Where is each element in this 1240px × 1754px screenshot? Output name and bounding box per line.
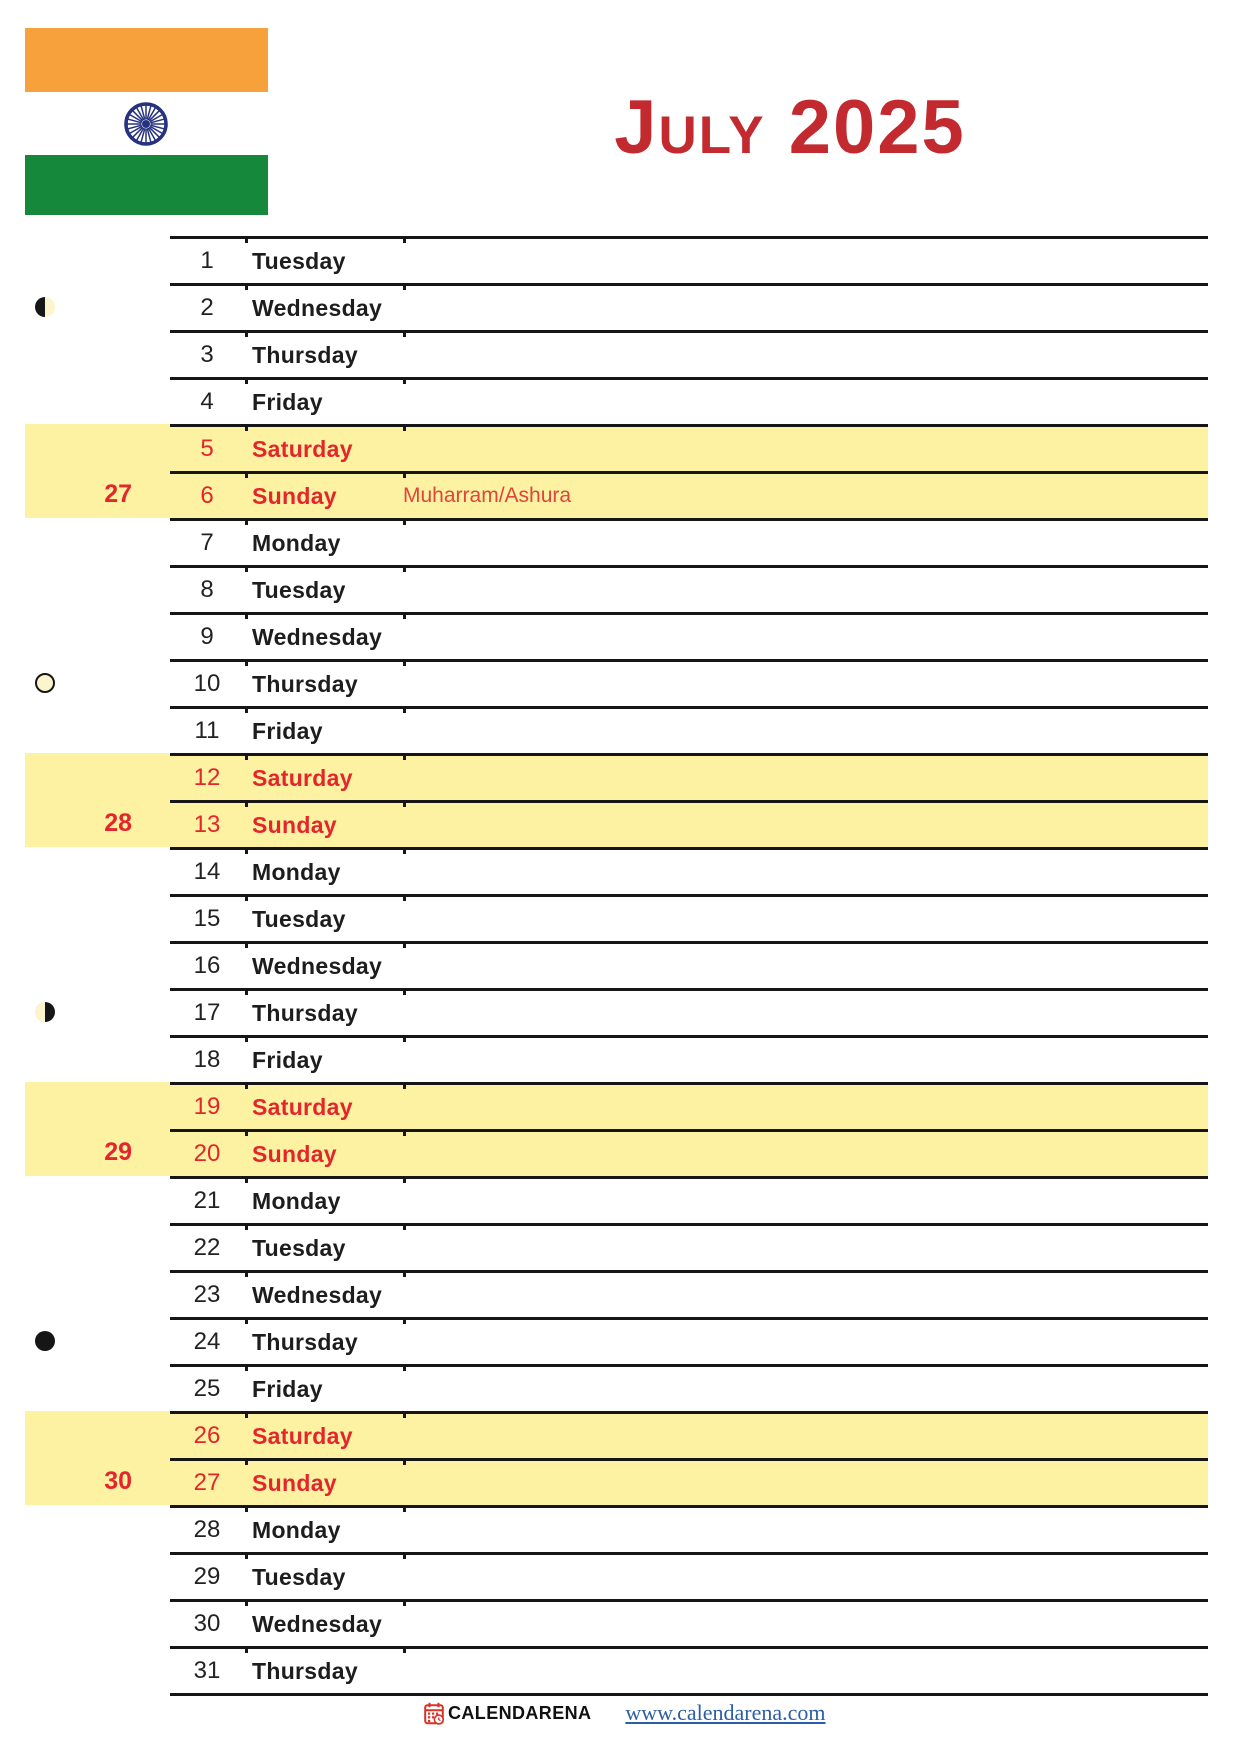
column-tick: [403, 1646, 406, 1653]
day-number: 29: [193, 1563, 221, 1590]
column-tick: [403, 753, 406, 760]
column-tick: [403, 706, 406, 713]
day-number: 13: [193, 811, 221, 838]
calendar-row: [170, 1176, 1208, 1223]
column-tick: [403, 1129, 406, 1136]
day-number: 14: [193, 858, 221, 885]
calendar-row: [170, 612, 1208, 659]
day-number: 26: [193, 1422, 221, 1449]
column-tick: [245, 1552, 248, 1559]
calendar-row: [170, 1411, 1208, 1458]
column-tick: [245, 1270, 248, 1277]
column-tick: [245, 988, 248, 995]
column-tick: [403, 377, 406, 384]
day-name: Wednesday: [252, 953, 383, 979]
column-tick: [403, 1505, 406, 1512]
day-name: Wednesday: [252, 624, 383, 650]
day-number: 22: [193, 1234, 221, 1261]
column-tick: [245, 1035, 248, 1042]
day-number: 21: [193, 1187, 221, 1214]
column-tick: [245, 1599, 248, 1606]
column-tick: [403, 988, 406, 995]
column-tick: [403, 1411, 406, 1418]
day-name: Friday: [252, 718, 323, 744]
week-number: 29: [104, 1138, 132, 1166]
moon-full-icon: [35, 673, 55, 693]
day-number: 20: [193, 1140, 221, 1167]
column-tick: [245, 1411, 248, 1418]
calendar-row: [170, 330, 1208, 377]
day-number: 5: [200, 435, 214, 462]
column-tick: [403, 1364, 406, 1371]
column-tick: [245, 518, 248, 525]
column-tick: [403, 1599, 406, 1606]
day-number: 9: [200, 623, 214, 650]
day-name: Thursday: [252, 342, 358, 368]
column-tick: [403, 1458, 406, 1465]
day-name: Sunday: [252, 812, 337, 838]
brand-logo: [424, 1702, 591, 1725]
calendar-row: [170, 800, 1208, 847]
column-tick: [403, 1176, 406, 1183]
column-tick: [403, 1270, 406, 1277]
column-tick: [245, 377, 248, 384]
calendar-row: [170, 1129, 1208, 1176]
column-tick: [403, 1035, 406, 1042]
table-bottom-line: [170, 1693, 1208, 1696]
calendar-row: [170, 377, 1208, 424]
week-number: 27: [104, 480, 132, 508]
day-number: 7: [200, 529, 214, 556]
website-link[interactable]: www.calendarena.com: [625, 1700, 826, 1725]
day-number: 23: [193, 1281, 221, 1308]
column-tick: [245, 659, 248, 666]
column-tick: [245, 847, 248, 854]
day-number: 12: [193, 764, 221, 791]
day-name: Wednesday: [252, 1611, 383, 1637]
day-name: Saturday: [252, 436, 353, 462]
column-tick: [403, 894, 406, 901]
holiday-label: Muharram/Ashura: [403, 484, 572, 507]
column-tick: [403, 659, 406, 666]
column-tick: [245, 1317, 248, 1324]
calendar-row: [170, 1458, 1208, 1505]
day-number: 27: [193, 1469, 221, 1496]
ashoka-chakra-icon: [123, 101, 169, 147]
column-tick: [403, 330, 406, 337]
flag-green-band: [25, 155, 268, 215]
calendar-row: [170, 518, 1208, 565]
calendar-row: [170, 988, 1208, 1035]
column-tick: [245, 1646, 248, 1653]
day-name: Monday: [252, 530, 341, 556]
brand-name: CALENDARENA: [448, 1702, 592, 1723]
day-number: 6: [200, 482, 214, 509]
column-tick: [245, 753, 248, 760]
column-tick: [403, 283, 406, 290]
day-name: Sunday: [252, 1470, 337, 1496]
column-tick: [245, 1129, 248, 1136]
day-number: 17: [193, 999, 221, 1026]
day-number: 30: [193, 1610, 221, 1637]
column-tick: [403, 612, 406, 619]
calendar-row: [170, 1646, 1208, 1693]
india-flag: [25, 28, 268, 215]
day-number: 2: [200, 294, 214, 321]
day-name: Thursday: [252, 1658, 358, 1684]
calendar-row: [170, 283, 1208, 330]
column-tick: [245, 424, 248, 431]
day-name: Tuesday: [252, 906, 346, 932]
column-tick: [245, 1176, 248, 1183]
calendar-row: [170, 1552, 1208, 1599]
day-name: Saturday: [252, 1094, 353, 1120]
column-tick: [403, 1082, 406, 1089]
week-number: 28: [104, 809, 132, 837]
column-tick: [245, 471, 248, 478]
calendar-row: [170, 1599, 1208, 1646]
calendar-row: [170, 424, 1208, 471]
day-name: Monday: [252, 1517, 341, 1543]
day-number: 8: [200, 576, 214, 603]
moon-first-quarter-icon: [35, 297, 55, 317]
day-number: 25: [193, 1375, 221, 1402]
day-name: Monday: [252, 859, 341, 885]
column-tick: [245, 1458, 248, 1465]
column-tick: [403, 1552, 406, 1559]
day-number: 28: [193, 1516, 221, 1543]
day-number: 15: [193, 905, 221, 932]
day-number: 11: [194, 717, 220, 744]
day-name: Friday: [252, 389, 323, 415]
column-tick: [403, 236, 406, 243]
column-tick: [245, 565, 248, 572]
column-tick: [245, 1223, 248, 1230]
day-name: Saturday: [252, 765, 353, 791]
day-name: Thursday: [252, 671, 358, 697]
calendar-row: [170, 1505, 1208, 1552]
day-number: 4: [200, 388, 214, 415]
column-tick: [403, 847, 406, 854]
day-name: Wednesday: [252, 1282, 383, 1308]
calendar-row: [170, 847, 1208, 894]
calendar-row: [170, 1270, 1208, 1317]
day-name: Monday: [252, 1188, 341, 1214]
day-number: 24: [193, 1328, 221, 1355]
column-tick: [245, 283, 248, 290]
flag-saffron-band: [25, 28, 268, 92]
month-day-list: [0, 236, 1208, 1698]
day-name: Tuesday: [252, 1235, 346, 1261]
day-name: Sunday: [252, 1141, 337, 1167]
day-name: Saturday: [252, 1423, 353, 1449]
column-tick: [403, 800, 406, 807]
day-name: Tuesday: [252, 1564, 346, 1590]
column-tick: [245, 612, 248, 619]
column-tick: [245, 1364, 248, 1371]
column-tick: [403, 1223, 406, 1230]
column-tick: [245, 800, 248, 807]
day-number: 1: [200, 247, 214, 274]
column-tick: [403, 518, 406, 525]
column-tick: [403, 565, 406, 572]
day-name: Sunday: [252, 483, 337, 509]
calendar-icon: [424, 1702, 444, 1725]
column-tick: [403, 941, 406, 948]
column-tick: [245, 1505, 248, 1512]
column-tick: [245, 941, 248, 948]
calendar-row: [170, 1082, 1208, 1129]
calendar-row: [170, 1317, 1208, 1364]
day-name: Friday: [252, 1376, 323, 1402]
column-tick: [245, 1082, 248, 1089]
day-name: Thursday: [252, 1329, 358, 1355]
day-number: 19: [193, 1093, 221, 1120]
calendar-row: [170, 236, 1208, 283]
calendar-row: [170, 753, 1208, 800]
column-tick: [245, 330, 248, 337]
column-tick: [403, 424, 406, 431]
day-number: 18: [193, 1046, 221, 1073]
day-name: Tuesday: [252, 248, 346, 274]
column-tick: [403, 471, 406, 478]
column-tick: [245, 894, 248, 901]
day-number: 16: [193, 952, 221, 979]
day-name: Wednesday: [252, 295, 383, 321]
flag-white-band: [25, 92, 268, 155]
calendar-row: [170, 1035, 1208, 1082]
column-tick: [245, 236, 248, 243]
calendar-row: [170, 1223, 1208, 1270]
day-number: 3: [200, 341, 214, 368]
calendar-row: [170, 471, 1208, 518]
day-name: Thursday: [252, 1000, 358, 1026]
page-title: July 2025: [614, 85, 966, 170]
moon-last-quarter-icon: [35, 1002, 55, 1022]
week-number: 30: [104, 1467, 132, 1495]
day-number: 10: [193, 670, 221, 697]
day-number: 31: [193, 1657, 221, 1684]
calendar-row: [170, 894, 1208, 941]
calendar-row: [170, 706, 1208, 753]
moon-new-icon: [35, 1331, 55, 1351]
column-tick: [245, 706, 248, 713]
footer: [424, 1700, 826, 1726]
day-name: Friday: [252, 1047, 323, 1073]
column-tick: [403, 1317, 406, 1324]
calendar-row: [170, 1364, 1208, 1411]
day-name: Tuesday: [252, 577, 346, 603]
calendar-row: [170, 565, 1208, 612]
calendar-row: [170, 659, 1208, 706]
calendar-row: [170, 941, 1208, 988]
